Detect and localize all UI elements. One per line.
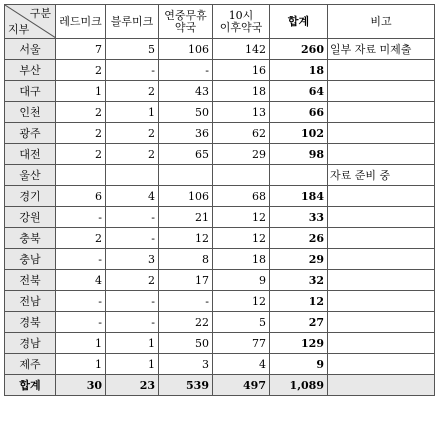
- table-row: [5, 39, 435, 60]
- header-note: 비고: [328, 5, 435, 39]
- note-cell: [328, 60, 435, 81]
- note-cell: [328, 249, 435, 270]
- total-cell: 12: [270, 291, 328, 312]
- blue-mark-cell: 1: [106, 354, 159, 375]
- table-row: [5, 249, 435, 270]
- all-year-cell: -: [159, 291, 213, 312]
- red-mark-cell: 4: [56, 270, 106, 291]
- all-year-cell: 106: [159, 186, 213, 207]
- region-cell: 충남: [5, 249, 56, 270]
- total-cell: [270, 165, 328, 186]
- blue-mark-cell: 2: [106, 123, 159, 144]
- all-year-cell: 43: [159, 81, 213, 102]
- late-night-cell: 4: [213, 354, 270, 375]
- sum-total-cell: 1,089: [270, 375, 328, 396]
- region-cell: 대전: [5, 144, 56, 165]
- all-year-cell: 106: [159, 39, 213, 60]
- late-night-cell: 62: [213, 123, 270, 144]
- table-row: [5, 102, 435, 123]
- region-cell: 서울: [5, 39, 56, 60]
- red-mark-cell: 6: [56, 186, 106, 207]
- note-cell: [328, 291, 435, 312]
- table-row: [5, 165, 435, 186]
- blue-mark-cell: 4: [106, 186, 159, 207]
- blue-mark-cell: 2: [106, 270, 159, 291]
- sum-note-cell: [328, 375, 435, 396]
- table-row: [5, 228, 435, 249]
- all-year-cell: 50: [159, 102, 213, 123]
- late-night-cell: 68: [213, 186, 270, 207]
- blue-mark-cell: 5: [106, 39, 159, 60]
- table-body: [5, 39, 435, 396]
- red-mark-cell: 1: [56, 333, 106, 354]
- all-year-cell: [159, 165, 213, 186]
- table-row: [5, 270, 435, 291]
- header-all-year: [159, 5, 213, 39]
- late-night-cell: 18: [213, 249, 270, 270]
- blue-mark-cell: -: [106, 228, 159, 249]
- blue-mark-cell: [106, 165, 159, 186]
- late-night-cell: 142: [213, 39, 270, 60]
- table-row: [5, 333, 435, 354]
- all-year-cell: 8: [159, 249, 213, 270]
- region-cell: 제주: [5, 354, 56, 375]
- all-year-cell: 21: [159, 207, 213, 228]
- late-night-cell: 29: [213, 144, 270, 165]
- note-cell: [328, 312, 435, 333]
- total-cell: 33: [270, 207, 328, 228]
- table-row: [5, 144, 435, 165]
- all-year-cell: 17: [159, 270, 213, 291]
- blue-mark-cell: -: [106, 207, 159, 228]
- blue-mark-cell: -: [106, 312, 159, 333]
- note-cell: 자료 준비 중: [328, 165, 435, 186]
- blue-mark-cell: 1: [106, 333, 159, 354]
- note-cell: [328, 123, 435, 144]
- late-night-cell: 18: [213, 81, 270, 102]
- red-mark-cell: 2: [56, 102, 106, 123]
- red-mark-cell: 2: [56, 123, 106, 144]
- all-year-cell: 36: [159, 123, 213, 144]
- red-mark-cell: [56, 165, 106, 186]
- corner-label-category: 구분: [29, 7, 51, 20]
- total-cell: 102: [270, 123, 328, 144]
- sum-all-year-cell: 539: [159, 375, 213, 396]
- sum-blue-mark-cell: 23: [106, 375, 159, 396]
- table-row: [5, 123, 435, 144]
- region-cell: 대구: [5, 81, 56, 102]
- red-mark-cell: -: [56, 207, 106, 228]
- table-row: [5, 312, 435, 333]
- note-cell: [328, 102, 435, 123]
- blue-mark-cell: -: [106, 60, 159, 81]
- total-cell: 98: [270, 144, 328, 165]
- header-all-year-line1: 연중무휴: [164, 8, 207, 22]
- note-cell: [328, 333, 435, 354]
- late-night-cell: 77: [213, 333, 270, 354]
- header-red-mark: 레드미크: [56, 5, 106, 39]
- sum-label-cell: 합계: [5, 375, 56, 396]
- red-mark-cell: -: [56, 249, 106, 270]
- total-cell: 64: [270, 81, 328, 102]
- total-cell: 32: [270, 270, 328, 291]
- late-night-cell: 16: [213, 60, 270, 81]
- header-late-night-line1: 10시: [228, 8, 254, 22]
- blue-mark-cell: -: [106, 291, 159, 312]
- region-cell: 광주: [5, 123, 56, 144]
- note-cell: [328, 144, 435, 165]
- blue-mark-cell: 3: [106, 249, 159, 270]
- region-cell: 전남: [5, 291, 56, 312]
- red-mark-cell: 7: [56, 39, 106, 60]
- note-cell: 일부 자료 미제출: [328, 39, 435, 60]
- red-mark-cell: -: [56, 291, 106, 312]
- late-night-cell: 5: [213, 312, 270, 333]
- header-row: [5, 5, 435, 39]
- header-late-night: [213, 5, 270, 39]
- region-cell: 경남: [5, 333, 56, 354]
- all-year-cell: -: [159, 60, 213, 81]
- region-cell: 경기: [5, 186, 56, 207]
- pharmacy-stats-table: [4, 4, 435, 396]
- note-cell: [328, 270, 435, 291]
- red-mark-cell: 2: [56, 228, 106, 249]
- note-cell: [328, 354, 435, 375]
- late-night-cell: 9: [213, 270, 270, 291]
- blue-mark-cell: 2: [106, 81, 159, 102]
- table-row: [5, 291, 435, 312]
- late-night-cell: 12: [213, 228, 270, 249]
- total-cell: 66: [270, 102, 328, 123]
- table-row: [5, 81, 435, 102]
- red-mark-cell: 2: [56, 144, 106, 165]
- total-cell: 26: [270, 228, 328, 249]
- region-cell: 경북: [5, 312, 56, 333]
- all-year-cell: 12: [159, 228, 213, 249]
- total-cell: 18: [270, 60, 328, 81]
- red-mark-cell: 2: [56, 60, 106, 81]
- note-cell: [328, 228, 435, 249]
- header-total: 합계: [270, 5, 328, 39]
- late-night-cell: [213, 165, 270, 186]
- note-cell: [328, 81, 435, 102]
- all-year-cell: 22: [159, 312, 213, 333]
- note-cell: [328, 186, 435, 207]
- total-cell: 184: [270, 186, 328, 207]
- region-cell: 충북: [5, 228, 56, 249]
- table-row: [5, 186, 435, 207]
- red-mark-cell: 1: [56, 81, 106, 102]
- total-cell: 260: [270, 39, 328, 60]
- note-cell: [328, 207, 435, 228]
- sum-red-mark-cell: 30: [56, 375, 106, 396]
- table-row: [5, 60, 435, 81]
- header-late-night-line2: 이후약국: [219, 20, 263, 34]
- region-cell: 전북: [5, 270, 56, 291]
- pharmacy-table-container: [4, 4, 435, 396]
- region-cell: 강원: [5, 207, 56, 228]
- table-row: [5, 207, 435, 228]
- header-blue-mark: 블루미크: [106, 5, 159, 39]
- sum-row: [5, 375, 435, 396]
- corner-label-branch: 지부: [8, 23, 30, 36]
- total-cell: 129: [270, 333, 328, 354]
- corner-header-cell: [5, 5, 56, 39]
- blue-mark-cell: 2: [106, 144, 159, 165]
- sum-late-night-cell: 497: [213, 375, 270, 396]
- region-cell: 울산: [5, 165, 56, 186]
- late-night-cell: 13: [213, 102, 270, 123]
- table-row: [5, 354, 435, 375]
- late-night-cell: 12: [213, 291, 270, 312]
- late-night-cell: 12: [213, 207, 270, 228]
- all-year-cell: 50: [159, 333, 213, 354]
- all-year-cell: 65: [159, 144, 213, 165]
- region-cell: 부산: [5, 60, 56, 81]
- red-mark-cell: -: [56, 312, 106, 333]
- red-mark-cell: 1: [56, 354, 106, 375]
- blue-mark-cell: 1: [106, 102, 159, 123]
- region-cell: 인천: [5, 102, 56, 123]
- total-cell: 27: [270, 312, 328, 333]
- total-cell: 9: [270, 354, 328, 375]
- all-year-cell: 3: [159, 354, 213, 375]
- header-all-year-line2: 약국: [174, 20, 197, 34]
- total-cell: 29: [270, 249, 328, 270]
